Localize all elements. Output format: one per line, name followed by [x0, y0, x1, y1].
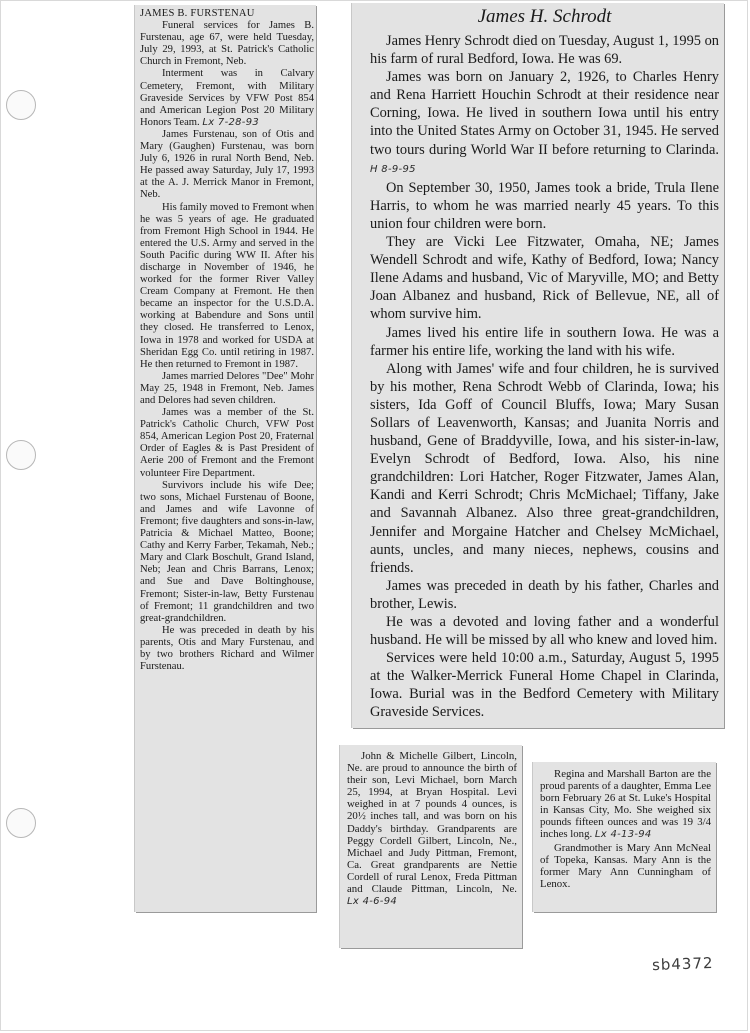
birth-notice-paragraph — [540, 768, 711, 842]
obituary-paragraph: He was a devoted and loving father and a wonderful husband. He will be missed by all who knew and loved him. — [370, 614, 719, 649]
birth-notice-gilbert — [340, 745, 522, 948]
obituary-paragraph — [140, 68, 314, 128]
obituary-headline: JAMES B. FURSTENAU — [140, 8, 255, 19]
obituary-schrodt — [352, 3, 724, 728]
obituary-paragraph: James lived his entire life in southern Iowa. He was a farmer his entire life, working the land with his wife. — [370, 324, 719, 359]
handwritten-date-note: Lx 4-13-94 — [594, 829, 652, 841]
handwritten-date-note: H 8-9-95 — [370, 163, 416, 175]
handwritten-date-note: Lx 4-6-94 — [347, 896, 398, 908]
birth-notice-paragraph — [347, 750, 517, 908]
birth-notice-text: John & Michelle Gilbert, Lincoln, Ne. are proud to announce the birth of their son, Levi Michael, born March 25, 1994, at Bryan Hospital. Levi weighed in at 7 pounds 4 ounces, is 20½ inches tall, and was born on his Daddy's birthday. Grandparents are Peggy Cordell Gilbert, Lincoln, Ne., Michael and Judy Pittman, Fremont, Ca. Great grandparents are Nettie Cordell of rural Lenox, Freda Pittman and Claude Pittman, Lincoln, Ne. — [347, 750, 517, 896]
obituary-paragraph: Services were held 10:00 a.m., Saturday, August 5, 1995 at the Walker-Merrick Funeral Home Chapel in Clarinda, Iowa. Burial was in the Bedford Cemetery with Military Graveside Services. — [370, 650, 719, 721]
obituary-furstenau — [135, 5, 316, 912]
obituary-paragraph: Funeral services for James B. Furstenau, age 67, were held Tuesday, July 29, 1993, at St. Patrick's Catholic Church in Fremont, Neb. — [140, 20, 314, 68]
obituary-paragraph: On September 30, 1950, James took a bride, Trula Ilene Harris, to whom he was married nearly 45 years. To this union four children were born. — [370, 179, 719, 232]
obituary-paragraph: They are Vicki Lee Fitzwater, Omaha, NE; James Wendell Schrodt and wife, Kathy of Bedford, Iowa; Nancy Ilene Adams and husband, Vic of Maryville, MO; and Betty Joan Albanez and husband, Rick of Bellevue, NE, all of whom survive him. — [370, 234, 719, 323]
obituary-paragraph: James Henry Schrodt died on Tuesday, August 1, 1995 on his farm of rural Bedford, Iowa. He was 69. — [370, 33, 719, 68]
obituary-paragraph: He was preceded in death by his parents, Otis and Mary Furstenau, and by two brothers Richard and Wilmer Furstenau. — [140, 624, 314, 673]
punch-hole — [6, 808, 36, 838]
birth-notice-barton — [533, 762, 716, 912]
obituary-paragraph: His family moved to Fremont when he was 5 years of age. He graduated from Fremont High School in 1944. He entered the U.S. Army and served in the South Pacific during WW II. After his discharge in November of 1946, he worked for the former River Valley Cream Company at Fremont. He then became an inspector for the U.S.D.A. working at Babendure and Sons until they closed. He transferred to Lenox, Iowa in 1978 and worked for USDA at Sheridan Egg Co. until retiring in 1987. He then returned to Fremont in 1987. — [140, 201, 314, 370]
obituary-paragraph: Survivors include his wife Dee; two sons, Michael Furstenau of Boone, and James and wife Lavonne of Fremont; five daughters and sons-in-law, Patricia & Michael Matteo, Boone; Cathy and Kerry Farber, Tekamah, Neb.; Mary and Clark Boschult, Grand Island, Neb; Jean and Chris Barrans, Lenox; and Sue and Dave Boltinghouse, Fremont; Sister-in-law, Betty Furstenau of Fremont; 11 grandchildren and two great-grandchildren. — [140, 479, 314, 624]
birth-notice-paragraph: Grandmother is Mary Ann McNeal of Topeka, Kansas. Mary Ann is the former Mary Ann Cunningham of Lenox. — [540, 841, 711, 890]
obituary-paragraph-text: James was born on January 2, 1926, to Charles Henry and Rena Harriett Houchin Schrodt at their residence near Corning, Iowa. He lived in southern Iowa until his entry into the United States Army on October 31, 1945. He served two tours during World War II before returning to Clarinda. — [370, 69, 719, 158]
obituary-paragraph: Along with James' wife and four children, he is survived by his mother, Rena Schrodt Webb of Clarinda, Iowa; his sisters, Ida Goff of Council Bluffs, Iowa; Mary Susan Sollars of Leavenworth, Kansas; and Juanita Norris and husband, Gene of Braddyville, Iowa, and his sister-in-law, Evelyn Schrodt of Bedford, Iowa. Also, his nine grandchildren: Lori Hatcher, Roger Fitzwater, James Alan, Kandi and Kerri Schrodt; Chris McMichael; Tiffany, Jake and Savannah Albanez. Also three great-grandchildren, Jennifer and Morgaine Hatcher and Chelsey McMichael, aunts, uncles, and many nieces, nephews, cousins and friends. — [370, 360, 719, 576]
obituary-headline: James H. Schrodt — [477, 6, 612, 27]
obituary-paragraph: James Furstenau, son of Otis and Mary (Gaughen) Furstenau, was born July 6, 1926 in rural North Bend, Neb. He passed away Saturday, July 17, 1993 at the A. J. Merrick Manor in Fremont, Neb. — [140, 128, 314, 201]
birth-notice-text: Regina and Marshall Barton are the proud parents of a daughter, Emma Lee born February 26 at St. Luke's Hospital in Kansas City, Mo. She weighed six pounds fifteen ounces and was 19 3/4 inches long. — [540, 768, 711, 841]
obituary-paragraph: James married Delores "Dee" Mohr May 25, 1948 in Fremont, Neb. James and Delores had seven children. — [140, 370, 314, 406]
catalog-number: sb4372 — [651, 953, 714, 975]
obituary-paragraph: James was preceded in death by his father, Charles and brother, Lewis. — [370, 577, 719, 612]
obituary-paragraph: James was a member of the St. Patrick's Catholic Church, VFW Post 854, American Legion Post 20, Fraternal Order of Eagles & is Past President of Aerie 200 of Fremont and the Fremont volunteer Fire Department. — [140, 407, 314, 479]
punch-hole — [6, 440, 36, 470]
obituary-paragraph-text: Interment was in Calvary Cemetery, Fremont, with Military Graveside Services by VFW Post 854 and American Legion Post 20 Military Honors Team. — [140, 68, 314, 128]
punch-hole — [6, 90, 36, 120]
handwritten-date-note: Lx 7-28-93 — [202, 116, 260, 128]
obituary-paragraph — [370, 68, 719, 179]
